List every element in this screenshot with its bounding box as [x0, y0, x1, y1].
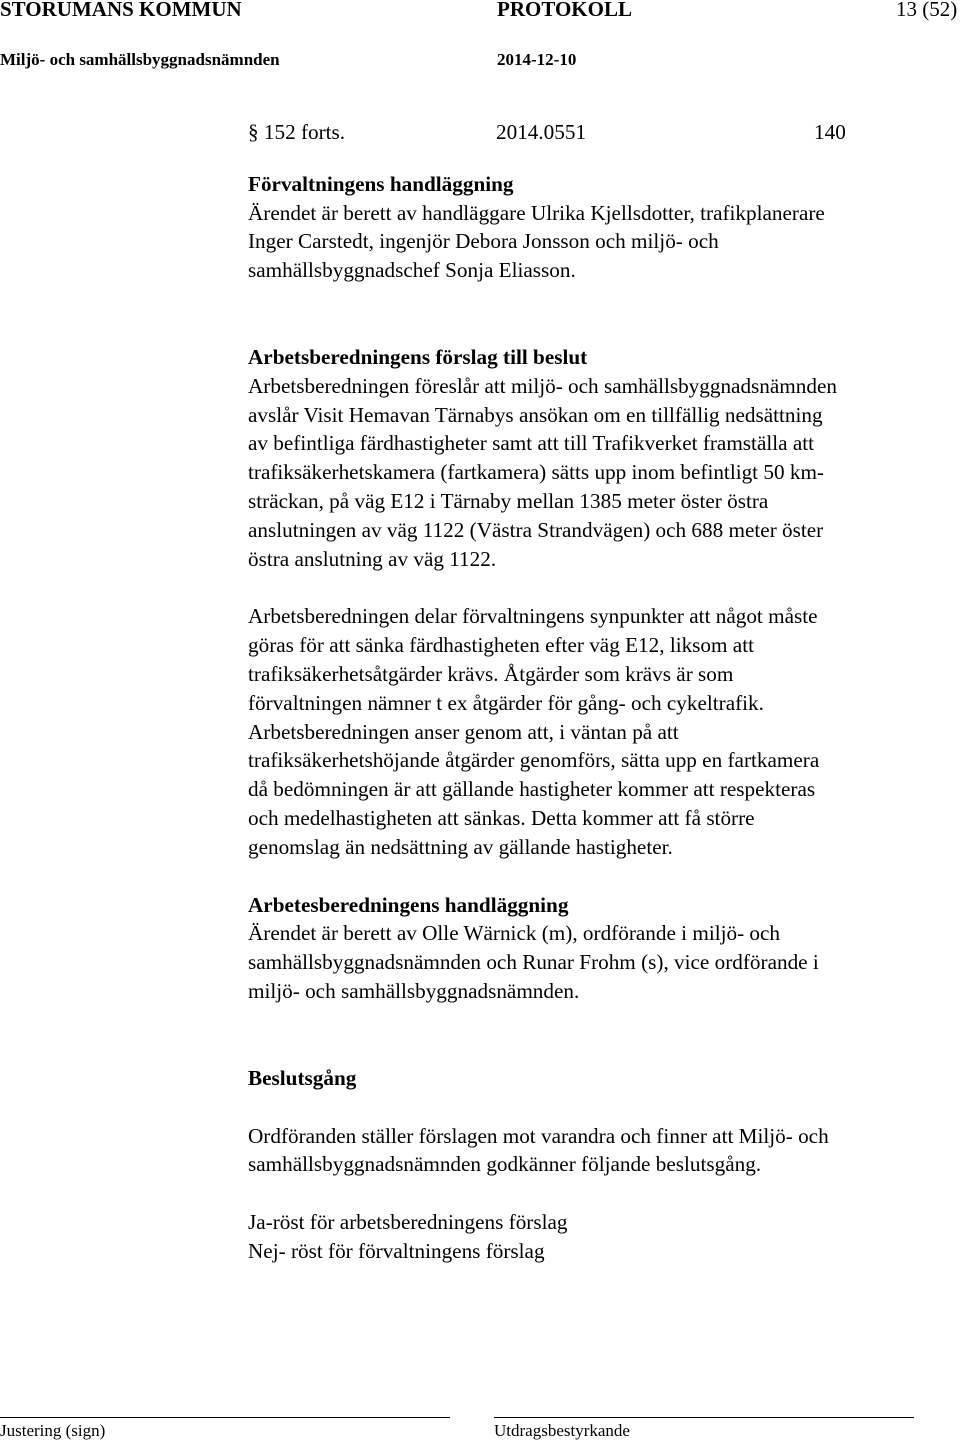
text-line: då bedömningen är att gällande hastigheter kommer att respekteras — [248, 777, 816, 802]
text-line: Nej- röst för förvaltningens förslag — [248, 1238, 545, 1263]
section-heading-forslag: Arbetsberedningens förslag till beslut — [248, 344, 588, 369]
signature-footer — [0, 1405, 960, 1442]
municipality-name: STORUMANS KOMMUN — [0, 0, 242, 21]
section-heading-forvaltning: Förvaltningens handläggning — [248, 171, 514, 196]
text-line: Inger Carstedt, ingenjör Debora Jonsson och miljö- och — [248, 229, 719, 254]
text-line: Ja-röst för arbetsberedningens förslag — [248, 1210, 568, 1235]
text-line: trafiksäkerhetshöjande åtgärder genomförs, sätta upp en fartkamera — [248, 748, 820, 773]
paragraph-arbetes — [248, 919, 948, 1005]
text-line: Ärendet är berett av handläggare Ulrika Kjellsdotter, trafikplanerare — [248, 200, 825, 225]
case-number: 2014.0551 — [496, 120, 587, 144]
paragraph-motivering — [248, 602, 948, 861]
document-type: PROTOKOLL — [497, 0, 632, 21]
paragraph-beslutsgang — [248, 1122, 948, 1180]
page-number: 13 (52) — [896, 0, 958, 21]
text-line: av befintliga färdhastigheter samt att till Trafikverket framställa att — [248, 431, 814, 456]
text-line: trafiksäkerhetskamera (fartkamera) sätts upp inom befintligt 50 km- — [248, 460, 824, 485]
section-heading-beslutsgang: Beslutsgång — [248, 1065, 357, 1090]
justering-label: Justering (sign) — [0, 1421, 106, 1440]
meeting-date: 2014-12-10 — [497, 50, 577, 69]
text-line: samhällsbyggnadsnämnden godkänner följande beslutsgång. — [248, 1152, 762, 1177]
text-line: Ordföranden ställer förslagen mot varandra och finner att Miljö- och — [248, 1123, 829, 1148]
paragraph-forslag — [248, 372, 948, 574]
text-line: trafiksäkerhetsåtgärder krävs. Åtgärder som krävs är som — [248, 661, 734, 686]
paragraph-forvaltning — [248, 199, 948, 285]
text-line: sträckan, på väg E12 i Tärnaby mellan 1385 meter öster östra — [248, 488, 769, 513]
text-line: göras för att sänka färdhastigheten efter väg E12, liksom att — [248, 633, 754, 658]
text-line: samhällsbyggnadschef Sonja Eliasson. — [248, 258, 576, 283]
signature-line — [0, 1417, 450, 1418]
text-line: miljö- och samhällsbyggnadsnämnden. — [248, 978, 580, 1003]
text-line: anslutningen av väg 1122 (Västra Strandvägen) och 688 meter öster — [248, 517, 824, 542]
text-line: och medelhastigheten att sänkas. Detta kommer att få större — [248, 805, 755, 830]
text-line: Ärendet är berett av Olle Wärnick (m), ordförande i miljö- och — [248, 921, 781, 946]
paragraph-rostning — [248, 1208, 948, 1266]
utdrag-label: Utdragsbestyrkande — [494, 1421, 630, 1440]
committee-name: Miljö- och samhällsbyggnadsnämnden — [0, 50, 280, 69]
case-code: 140 — [814, 120, 846, 144]
text-line: avslår Visit Hemavan Tärnabys ansökan om en tillfällig nedsättning — [248, 402, 823, 427]
text-line: samhällsbyggnadsnämnden och Runar Frohm (s), vice ordförande i — [248, 950, 819, 975]
section-reference: § 152 forts. — [248, 120, 346, 144]
text-line: förvaltningen nämner t ex åtgärder för gång- och cykeltrafik. — [248, 690, 764, 715]
document-body — [248, 118, 948, 1266]
text-line: Arbetsberedningen anser genom att, i väntan på att — [248, 719, 679, 744]
text-line: Arbetsberedningen föreslår att miljö- och samhällsbyggnadsnämnden — [248, 373, 837, 398]
certification-line — [494, 1417, 914, 1418]
text-line: Arbetsberedningen delar förvaltningens synpunkter att något måste — [248, 604, 818, 629]
text-line: genomslag än nedsättning av gällande hastigheter. — [248, 834, 673, 859]
case-reference — [248, 118, 948, 147]
section-heading-arbetes: Arbetesberedningens handläggning — [248, 892, 569, 917]
text-line: östra anslutning av väg 1122. — [248, 546, 497, 571]
